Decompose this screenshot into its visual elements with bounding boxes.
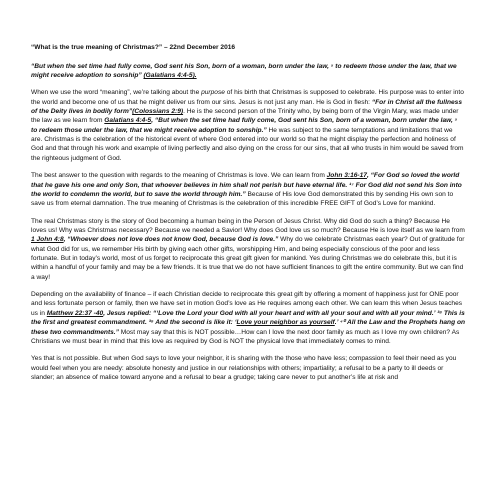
paragraph-christmas-story — [31, 217, 465, 283]
text: The real Christmas story is the story of God becoming a human being in the Person of Jesus Christ. Why did God do such a thing? Because He loves us! Why was Christmas necessary? Because we needed a Savior! Why does God love us so much? Because He is love itself as we learn from — [31, 217, 465, 234]
intro-quote: “But when the set time had fully come, God sent his Son, born of a woman, born under the law, ⁵ to redeem those under the law, that we might receive adoption to sonship” — [31, 62, 457, 79]
paragraph-neighbor — [31, 354, 465, 382]
quote: , “Whoever does not love does not know God, because God is love.” — [63, 236, 279, 244]
paragraph-purpose — [31, 88, 465, 163]
text: Yes that is not possible. But when God says to love your neighbor, it is sharing with the those who have less; compassion to feel their need as you would feel when you are needy: absolute honesty and justice in our relationships with others; impartiality; a refusal to be a party to ill deeds or slander; an absence of malice toward anyone and a refusal to bear a grudge; taking care never to put another’s life at risk and — [31, 355, 457, 381]
text: He was subject to the same temptations and limitations that we are. Christmas is the celebration of the historical event of where God entered into our world so that he might display the perfection and holiness of God and that through his work and example of living perfectly and also dying on the cross for our sins, that all who trusts in him would be saved from the righteous judgment of God. — [31, 126, 464, 162]
paragraph-love — [31, 171, 465, 208]
scripture-reference: 1 John 4:8 — [31, 236, 64, 244]
document-title: “What is the true meaning of Christmas?” – 22nd December 2016 — [31, 44, 236, 51]
text: Depending on the availability of finance – if each Christian decide to reciprocate this great gift by offering a moment of happiness just for ONE poor and less fortunate person or family, then we have set in motion God’s love as He requires among each other. We can learn this when Jesus teaches us in — [31, 291, 463, 317]
text: Most may say that this is NOT possible…How can I love the next door family as much as I love my own children? As Christians we must bear in mind that this love as required by God is NOT the physical love that immediately comes to mind. — [31, 328, 460, 345]
quote: .’ ⁴⁰ All the Law and the Prophets hang on these two commandments.” — [31, 319, 466, 336]
paragraph-reciprocate — [31, 290, 465, 346]
quote: “For in Christ all the fullness of the Deity lives in bodily form” — [31, 98, 462, 115]
text: Because of His love God demonstrated this by sending His own son to save us from eternal damnation. The true meaning of Christmas is the celebration of this incredible FREE GIFT of God’s Love for mankind. — [31, 190, 454, 208]
scripture-reference: (Colossians 2:9) — [132, 108, 184, 115]
quote-underlined: Love your neighbor as yourself — [236, 319, 335, 327]
scripture-reference: Matthew 22:37 -40 — [46, 309, 104, 317]
text: Why do we celebrate Christmas each year? Out of gratitude for what God did for us, we remember His birth by giving each other gifts, worshipping Him, and being especially conscious of the poor and less fortunate. But in today’s world, most of us forget to reciprocate this great gift given for mankind. Yes during Christmas we do celebrate this, but it is within a handful of your family and may be a few friends. It is true that we do not have sufficient finances to gift the entire community. But we can find a way! — [31, 236, 465, 281]
intro-paragraph — [31, 62, 465, 81]
quote: , Jesus replied: “‘Love the Lord your God with all your heart and with all your soul and with all your mind.’ ³⁸ This is the first and greatest commandment. ³⁹ And the second is like it: ‘ — [31, 309, 465, 327]
text-emphasis: purpose — [201, 89, 225, 97]
text: of his birth that Christmas is supposed to celebrate. His purpose was to enter into the world and become one of us that he might deliver us from our sins. Jesus is not just any man. He is God in flesh: — [31, 89, 464, 106]
scripture-reference: Galatians 4:4-5 — [104, 117, 152, 125]
quote: , “But when the set time had fully come, God sent his Son, born of a woman, born under the law, ⁵ to redeem those under the law, that we might receive adoption to sonship.” — [31, 117, 458, 134]
text: . He is the second person of the Trinity who, by being born of the Virgin Mary, was made under the law as we learn from — [31, 108, 459, 125]
intro-reference: (Galatians 4:4-5). — [143, 71, 197, 79]
scripture-reference: John 3:16-17 — [326, 172, 367, 180]
text: The best answer to the question with regards to the meaning of Christmas is love. We can learn from — [31, 172, 327, 180]
text: When we use the word “meaning”, we’re talking about the — [31, 89, 202, 97]
quote: , “For God so loved the world that he gave his one and only Son, that whoever believes in him shall not perish but have eternal life. ¹⁷ For God did not send his Son into the world to condemn the world, but to save the world through him.” — [31, 172, 462, 198]
